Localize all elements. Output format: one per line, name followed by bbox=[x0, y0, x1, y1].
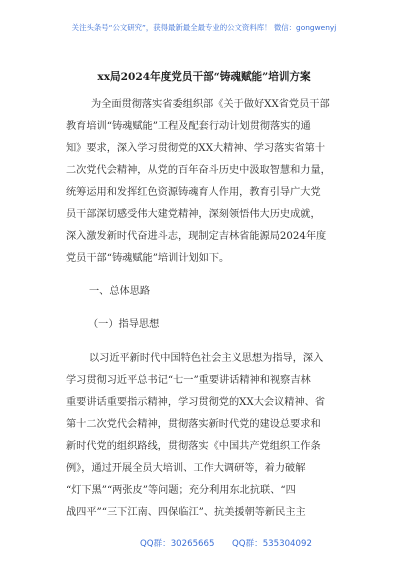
paragraph-line: 以习近平新时代中国特色社会主义思想为指导，深入 bbox=[89, 353, 324, 364]
qq-group-1: QQ群：30265665 bbox=[140, 539, 215, 549]
qq-group-2: QQ群：535304092 bbox=[232, 539, 312, 549]
section-heading: 一、总体思路 bbox=[89, 286, 151, 297]
paragraph-line: 战四平”“三下江南、四保临江”、抗美援朝等新民主主 bbox=[66, 507, 306, 518]
promo-banner: 关注头条号“公文研究”，获得最新最全最专业的公文资料库！ 微信：gongwenyj bbox=[71, 23, 337, 32]
paragraph-line: 员干部深切感受伟大建党精神，深刻领悟伟大历史成就， bbox=[66, 209, 321, 220]
paragraph-line: 学习贯彻习近平总书记“七一”重要讲话精神和视察吉林 bbox=[66, 375, 311, 386]
paragraph-line: 深入激发新时代奋进斗志，现制定吉林省能源局2024年度 bbox=[66, 231, 327, 242]
paragraph-line: 教育培训“铸魂赋能”工程及配套行动计划贯彻落实的通 bbox=[66, 121, 311, 132]
paragraph-line: 统筹运用和发挥红色资源铸魂育人作用，教育引导广大党 bbox=[66, 187, 321, 198]
paragraph-line: 为全面贯彻落实省委组织部《关于做好XX省党员干部 bbox=[91, 99, 330, 110]
document-title: xx局2024年度党员干部“铸魂赋能”培训方案 bbox=[97, 71, 311, 83]
paragraph-line: “灯下黑”“两张皮”等问题；充分利用东北抗联、“四 bbox=[66, 485, 296, 496]
paragraph-line: 第十二次党代会精神，贯彻落实新时代党的建设总要求和 bbox=[66, 419, 321, 430]
paragraph-line: 重要讲话重要指示精神，学习贯彻党的XX大会议精神、省 bbox=[66, 397, 326, 408]
paragraph-line: 党员干部“铸魂赋能”培训计划如下。 bbox=[66, 253, 230, 264]
paragraph-line: 例》，通过开展全员大培训、工作大调研等，着力破解 bbox=[66, 463, 306, 474]
paragraph-line: 知》要求，深入学习贯彻党的XX大精神、学习落实省第十 bbox=[66, 143, 326, 154]
subsection-heading: （一）指导思想 bbox=[88, 319, 160, 330]
paragraph-line: 新时代党的组织路线，贯彻落实《中国共产党组织工作条 bbox=[66, 441, 321, 452]
paragraph-line: 二次党代会精神，从党的百年奋斗历史中汲取智慧和力量， bbox=[66, 165, 331, 176]
